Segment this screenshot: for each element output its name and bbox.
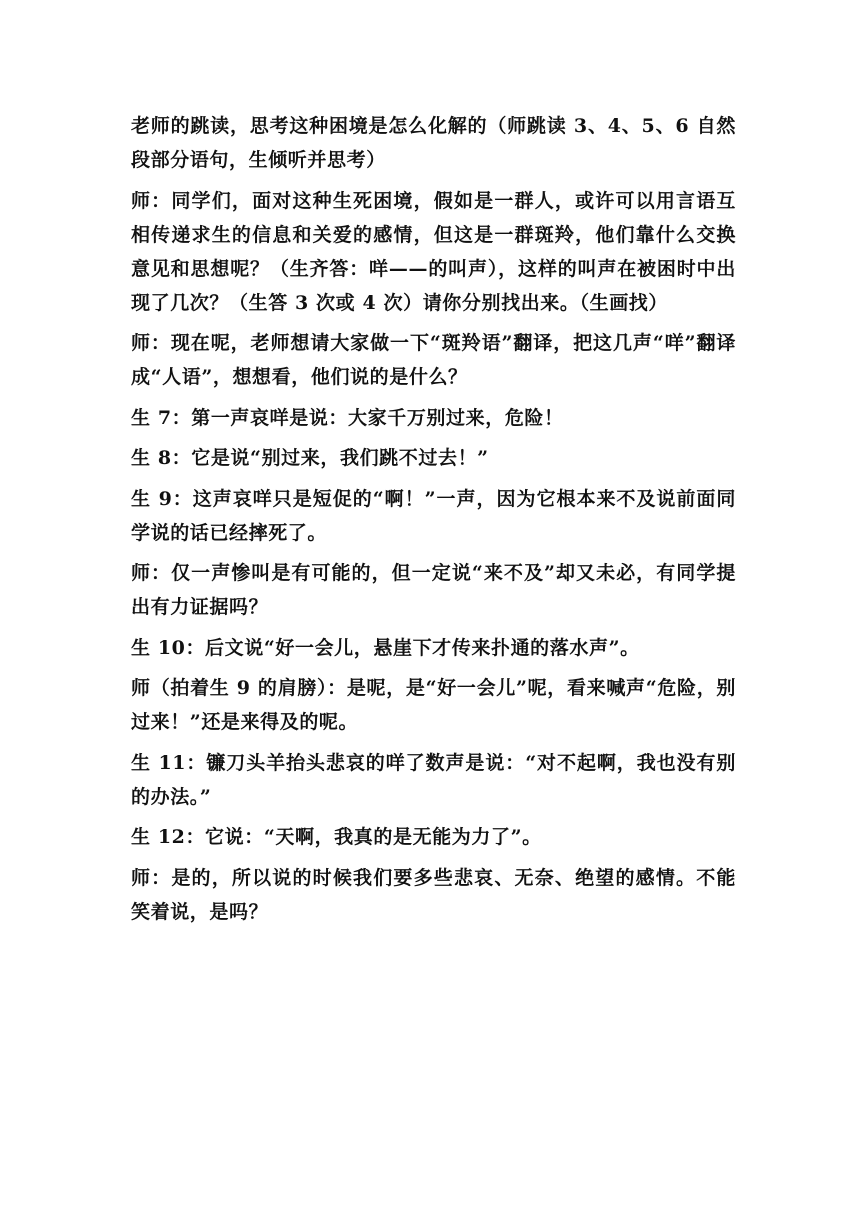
paragraph-teacher-question: 师：同学们，面对这种生死困境，假如是一群人，或许可以用言语互相传递求生的信息和关爱的感情，但这是一群斑羚，他们靠什么交换意见和思想呢？（生齐答：咩——的叫声），这样的叫声在被困时中出现了几次？（生答 3 次或 4 次）请你分别找出来。（生画找）	[131, 189, 736, 314]
paragraph-teacher-evidence: 师：仅一声惨叫是有可能的，但一定说“来不及”却又未必，有同学提出有力证据吗？	[131, 562, 736, 618]
paragraph-student-9: 生 9：这声哀咩只是短促的“啊！”一声，因为它根本来不及说前面同学说的话已经摔死了。	[131, 487, 736, 544]
paragraph-teacher-shoulder: 师（拍着生 9 的肩膀）：是呢，是“好一会儿”呢，看来喊声“危险，别过来！”还是来得及的呢。	[131, 677, 736, 733]
paragraph-student-8: 生 8：它是说“别过来，我们跳不过去！”	[131, 447, 489, 469]
paragraph-student-11: 生 11：镰刀头羊抬头悲哀的咩了数声是说：“对不起啊，我也没有别的办法。”	[131, 751, 736, 808]
paragraph-student-10: 生 10：后文说“好一会儿，悬崖下才传来扑通的落水声”。	[131, 636, 640, 659]
paragraph-student-12: 生 12：它说：“天啊，我真的是无能为力了”。	[131, 826, 542, 848]
paragraph-student-7: 生 7：第一声哀咩是说：大家千万别过来，危险！	[131, 406, 564, 429]
paragraph-teacher-translate: 师：现在呢，老师想请大家做一下“斑羚语”翻译，把这几声“咩”翻译成“人语”，想想看，他们说的是什么？	[131, 332, 736, 388]
paragraph-teacher-emotion: 师：是的，所以说的时候我们要多些悲哀、无奈、绝望的感情。不能笑着说，是吗？	[131, 866, 736, 923]
paragraph-teacher-skim-reading: 老师的跳读，思考这种困境是怎么化解的（师跳读 3、4、5、6 自然段部分语句，生倾听并思考）	[131, 115, 736, 171]
document-page	[131, 109, 736, 935]
